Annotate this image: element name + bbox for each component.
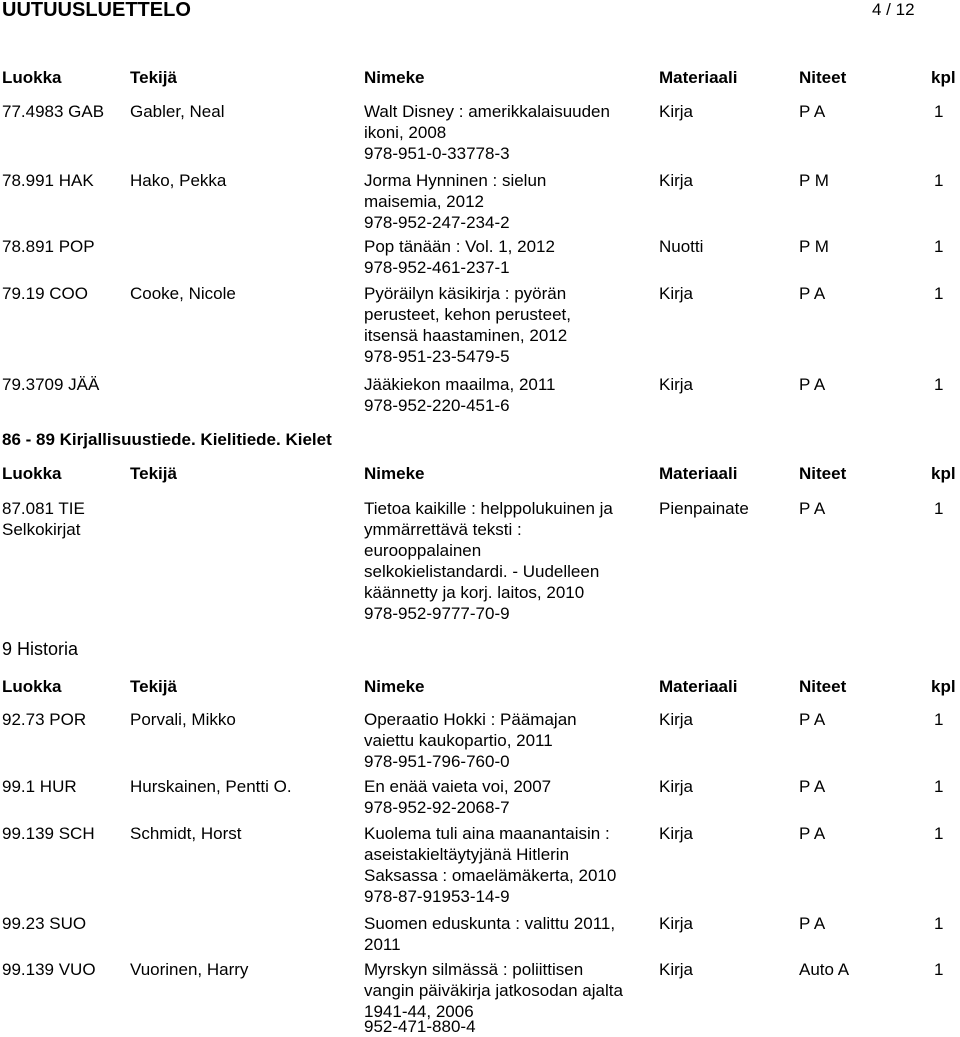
row-nimeke: Pop tänään : Vol. 1, 2012	[364, 237, 555, 256]
column-header-niteet: Niteet	[799, 464, 847, 483]
row-materiaali: Kirja	[659, 914, 694, 933]
row-materiaali: Kirja	[659, 375, 694, 394]
row-nimeke: vangin päiväkirja jatkosodan ajalta	[364, 981, 623, 1000]
row-materiaali: Kirja	[659, 960, 694, 979]
row-tekija: Vuorinen, Harry	[130, 960, 249, 979]
row-materiaali: Kirja	[659, 710, 694, 729]
row-luokka: 99.139 VUO	[2, 960, 96, 979]
row-kpl: 1	[934, 284, 944, 303]
row-tekija: Hako, Pekka	[130, 171, 227, 190]
row-nimeke: perusteet, kehon perusteet,	[364, 305, 571, 324]
row-niteet: P A	[799, 914, 826, 933]
row-luokka: 78.891 POP	[2, 237, 95, 256]
row-luokka: 87.081 TIE	[2, 499, 85, 518]
row-materiaali: Kirja	[659, 777, 694, 796]
row-luokka: 99.1 HUR	[2, 777, 77, 796]
row-kpl: 1	[934, 375, 944, 394]
row-kpl: 1	[934, 171, 944, 190]
row-nimeke: 978-952-9777-70-9	[364, 604, 510, 623]
row-luokka: 78.991 HAK	[2, 171, 94, 190]
page-number: 4 / 12	[872, 0, 915, 19]
row-nimeke: aseistakieltäytyjänä Hitlerin	[364, 845, 570, 864]
section-heading: 86 - 89 Kirjallisuustiede. Kielitiede. Kielet	[2, 430, 332, 449]
row-nimeke: Walt Disney : amerikkalaisuuden	[364, 102, 610, 121]
row-nimeke: 978-952-220-451-6	[364, 396, 510, 415]
column-header-kpl: kpl	[931, 464, 956, 483]
column-header-materiaali: Materiaali	[659, 464, 738, 483]
row-materiaali: Kirja	[659, 824, 694, 843]
column-header-tekija: Tekijä	[130, 677, 177, 696]
column-header-luokka: Luokka	[2, 68, 62, 87]
row-niteet: P M	[799, 237, 829, 256]
row-materiaali: Kirja	[659, 171, 694, 190]
column-header-kpl: kpl	[931, 68, 956, 87]
row-tekija: Gabler, Neal	[130, 102, 225, 121]
row-nimeke: Saksassa : omaelämäkerta, 2010	[364, 866, 617, 885]
row-nimeke: selkokielistandardi. - Uudelleen	[364, 562, 600, 581]
row-materiaali: Kirja	[659, 284, 694, 303]
row-niteet: P A	[799, 824, 826, 843]
row-kpl: 1	[934, 914, 944, 933]
row-nimeke: 978-951-23-5479-5	[364, 347, 510, 366]
row-nimeke: Myrskyn silmässä : poliittisen	[364, 960, 584, 979]
row-nimeke: itsensä haastaminen, 2012	[364, 326, 568, 345]
row-nimeke: vaiettu kaukopartio, 2011	[364, 731, 553, 750]
row-kpl: 1	[934, 237, 944, 256]
row-niteet: P A	[799, 102, 826, 121]
row-nimeke: 978-87-91953-14-9	[364, 887, 510, 906]
row-nimeke: 978-952-92-2068-7	[364, 798, 510, 817]
column-header-luokka: Luokka	[2, 677, 62, 696]
column-header-niteet: Niteet	[799, 677, 847, 696]
row-nimeke: 952-471-880-4	[364, 1017, 476, 1036]
row-nimeke: 978-951-0-33778-3	[364, 144, 510, 163]
column-header-materiaali: Materiaali	[659, 677, 738, 696]
row-nimeke: Jorma Hynninen : sielun	[364, 171, 547, 190]
row-nimeke: 1941-44, 2006	[364, 1002, 474, 1021]
row-luokka: 77.4983 GAB	[2, 102, 105, 121]
row-kpl: 1	[934, 102, 944, 121]
row-nimeke: Jääkiekon maailma, 2011	[364, 375, 556, 394]
row-kpl: 1	[934, 960, 944, 979]
row-nimeke: ikoni, 2008	[364, 123, 447, 142]
column-header-tekija: Tekijä	[130, 68, 177, 87]
row-materiaali: Pienpainate	[659, 499, 749, 518]
column-header-kpl: kpl	[931, 677, 956, 696]
row-luokka: Selkokirjat	[2, 520, 81, 539]
row-materiaali: Kirja	[659, 102, 694, 121]
row-nimeke: 978-952-461-237-1	[364, 258, 510, 277]
row-nimeke: Kuolema tuli aina maanantaisin :	[364, 824, 610, 843]
section-heading: 9 Historia	[2, 639, 79, 659]
row-nimeke: ymmärrettävä teksti :	[364, 520, 522, 539]
page-title: UUTUUSLUETTELO	[2, 0, 191, 21]
row-tekija: Schmidt, Horst	[130, 824, 242, 843]
row-niteet: P A	[799, 499, 826, 518]
row-niteet: P A	[799, 284, 826, 303]
row-nimeke: 978-952-247-234-2	[364, 213, 510, 232]
column-header-niteet: Niteet	[799, 68, 847, 87]
column-header-nimeke: Nimeke	[364, 677, 425, 696]
row-niteet: P M	[799, 171, 829, 190]
column-header-materiaali: Materiaali	[659, 68, 738, 87]
row-kpl: 1	[934, 777, 944, 796]
column-header-nimeke: Nimeke	[364, 464, 425, 483]
row-nimeke: käännetty ja korj. laitos, 2010	[364, 583, 585, 602]
column-header-luokka: Luokka	[2, 464, 62, 483]
row-nimeke: En enää vaieta voi, 2007	[364, 777, 552, 796]
row-niteet: P A	[799, 710, 826, 729]
row-luokka: 99.23 SUO	[2, 914, 87, 933]
row-nimeke: Operaatio Hokki : Päämajan	[364, 710, 577, 729]
row-luokka: 99.139 SCH	[2, 824, 95, 843]
row-niteet: Auto A	[799, 960, 850, 979]
row-luokka: 92.73 POR	[2, 710, 87, 729]
row-tekija: Cooke, Nicole	[130, 284, 236, 303]
row-nimeke: 978-951-796-760-0	[364, 752, 510, 771]
column-header-nimeke: Nimeke	[364, 68, 425, 87]
row-nimeke: Suomen eduskunta : valittu 2011,	[364, 914, 616, 933]
column-header-tekija: Tekijä	[130, 464, 177, 483]
row-kpl: 1	[934, 710, 944, 729]
row-nimeke: Pyöräilyn käsikirja : pyörän	[364, 284, 567, 303]
row-niteet: P A	[799, 777, 826, 796]
row-luokka: 79.3709 JÄÄ	[2, 375, 100, 394]
row-nimeke: maisemia, 2012	[364, 192, 485, 211]
row-luokka: 79.19 COO	[2, 284, 88, 303]
row-kpl: 1	[934, 824, 944, 843]
row-nimeke: 2011	[364, 935, 401, 954]
row-niteet: P A	[799, 375, 826, 394]
row-nimeke: Tietoa kaikille : helppolukuinen ja	[364, 499, 613, 518]
row-materiaali: Nuotti	[659, 237, 704, 256]
row-nimeke: eurooppalainen	[364, 541, 482, 560]
row-kpl: 1	[934, 499, 944, 518]
row-tekija: Hurskainen, Pentti O.	[130, 777, 292, 796]
row-tekija: Porvali, Mikko	[130, 710, 236, 729]
